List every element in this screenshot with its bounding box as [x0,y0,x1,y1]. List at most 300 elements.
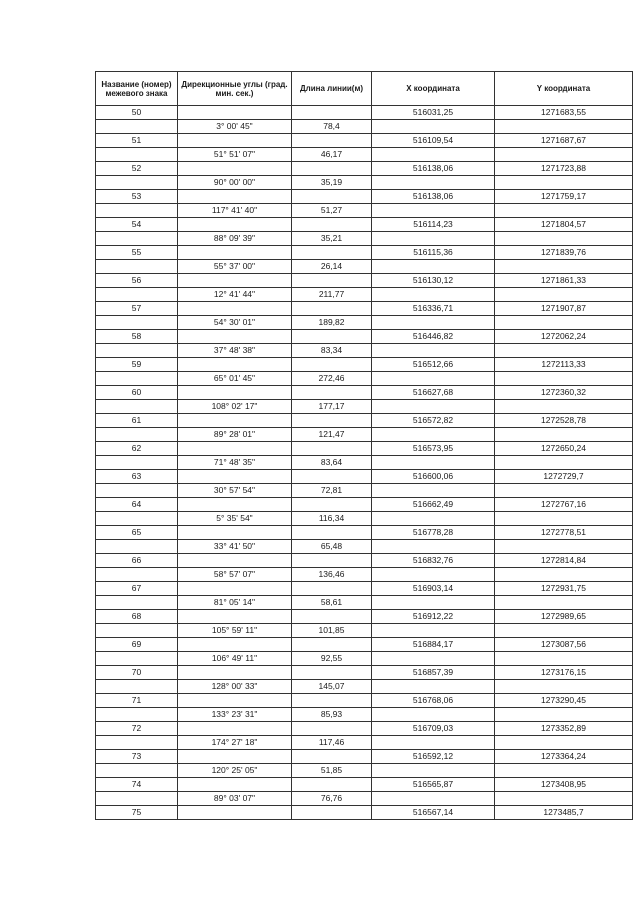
point-name: 75 [96,806,178,820]
empty-cell [292,246,372,260]
empty-cell [292,694,372,708]
point-row [96,162,633,176]
empty-cell [96,232,178,246]
empty-cell [292,302,372,316]
segment-row [96,344,633,358]
x-coordinate: 516573,95 [372,442,495,456]
line-length: 211,77 [292,288,372,302]
empty-cell [495,456,633,470]
empty-cell [178,218,292,232]
direction-angle: 88° 09' 39" [178,232,292,246]
y-coordinate: 1272528,78 [495,414,633,428]
point-name: 63 [96,470,178,484]
empty-cell [372,176,495,190]
line-length: 51,85 [292,764,372,778]
y-coordinate: 1272113,33 [495,358,633,372]
x-coordinate: 516109,54 [372,134,495,148]
empty-cell [178,778,292,792]
empty-cell [372,792,495,806]
empty-cell [292,806,372,820]
empty-cell [372,624,495,638]
segment-row [96,540,633,554]
header-point-name: Название (номер) межевого знака [96,72,178,106]
direction-angle: 58° 57' 07" [178,568,292,582]
point-name: 54 [96,218,178,232]
x-coordinate: 516572,82 [372,414,495,428]
x-coordinate: 516138,06 [372,190,495,204]
empty-cell [178,246,292,260]
line-length: 65,48 [292,540,372,554]
y-coordinate: 1272814,84 [495,554,633,568]
point-name: 61 [96,414,178,428]
empty-cell [178,666,292,680]
empty-cell [292,750,372,764]
direction-angle: 33° 41' 50" [178,540,292,554]
line-length: 83,64 [292,456,372,470]
direction-angle: 30° 57' 54" [178,484,292,498]
empty-cell [372,372,495,386]
empty-cell [178,806,292,820]
y-coordinate: 1271759,17 [495,190,633,204]
point-row [96,106,633,120]
y-coordinate: 1271861,33 [495,274,633,288]
point-name: 64 [96,498,178,512]
empty-cell [372,680,495,694]
line-length: 72,81 [292,484,372,498]
direction-angle: 174° 27' 18" [178,736,292,750]
empty-cell [292,330,372,344]
segment-row [96,484,633,498]
segment-row [96,400,633,414]
empty-cell [292,358,372,372]
direction-angle: 89° 28' 01" [178,428,292,442]
line-length: 46,17 [292,148,372,162]
empty-cell [178,554,292,568]
line-length: 101,85 [292,624,372,638]
direction-angle: 89° 03' 07" [178,792,292,806]
point-name: 74 [96,778,178,792]
header-row [96,72,633,106]
empty-cell [292,470,372,484]
point-name: 56 [96,274,178,288]
point-row [96,274,633,288]
empty-cell [495,512,633,526]
segment-row [96,148,633,162]
empty-cell [178,330,292,344]
empty-cell [96,568,178,582]
x-coordinate: 516114,23 [372,218,495,232]
x-coordinate: 516884,17 [372,638,495,652]
empty-cell [178,470,292,484]
point-name: 52 [96,162,178,176]
empty-cell [372,148,495,162]
point-name: 58 [96,330,178,344]
point-row [96,358,633,372]
line-length: 117,46 [292,736,372,750]
line-length: 78,4 [292,120,372,134]
point-name: 59 [96,358,178,372]
segment-row [96,204,633,218]
point-name: 70 [96,666,178,680]
y-coordinate: 1271907,87 [495,302,633,316]
y-coordinate: 1272767,16 [495,498,633,512]
empty-cell [372,764,495,778]
empty-cell [292,498,372,512]
empty-cell [495,428,633,442]
empty-cell [495,568,633,582]
empty-cell [495,316,633,330]
direction-angle: 12° 41' 44" [178,288,292,302]
y-coordinate: 1272650,24 [495,442,633,456]
x-coordinate: 516627,68 [372,386,495,400]
line-length: 145,07 [292,680,372,694]
empty-cell [372,456,495,470]
x-coordinate: 516709,03 [372,722,495,736]
segment-row [96,624,633,638]
point-name: 69 [96,638,178,652]
empty-cell [495,624,633,638]
empty-cell [178,750,292,764]
point-name: 66 [96,554,178,568]
direction-angle: 5° 35' 54" [178,512,292,526]
direction-angle: 71° 48' 35" [178,456,292,470]
empty-cell [495,540,633,554]
empty-cell [495,708,633,722]
segment-row [96,680,633,694]
empty-cell [292,134,372,148]
empty-cell [96,680,178,694]
empty-cell [372,708,495,722]
y-coordinate: 1271687,67 [495,134,633,148]
empty-cell [372,484,495,498]
point-name: 65 [96,526,178,540]
empty-cell [96,456,178,470]
y-coordinate: 1273408,95 [495,778,633,792]
empty-cell [495,596,633,610]
empty-cell [96,148,178,162]
direction-angle: 117° 41' 40" [178,204,292,218]
y-coordinate: 1272062,24 [495,330,633,344]
empty-cell [372,204,495,218]
direction-angle: 105° 59' 11" [178,624,292,638]
empty-cell [495,792,633,806]
x-coordinate: 516565,87 [372,778,495,792]
segment-row [96,176,633,190]
y-coordinate: 1272989,65 [495,610,633,624]
direction-angle: 37° 48' 38" [178,344,292,358]
empty-cell [372,120,495,134]
line-length: 35,21 [292,232,372,246]
point-row [96,414,633,428]
empty-cell [96,764,178,778]
point-row [96,582,633,596]
y-coordinate: 1271839,76 [495,246,633,260]
empty-cell [178,274,292,288]
empty-cell [495,204,633,218]
x-coordinate: 516857,39 [372,666,495,680]
segment-row [96,288,633,302]
y-coordinate: 1271683,55 [495,106,633,120]
segment-row [96,232,633,246]
empty-cell [495,232,633,246]
empty-cell [178,722,292,736]
direction-angle: 106° 49' 11" [178,652,292,666]
header-direction-angle: Дирекционные углы (град. мин. сек.) [178,72,292,106]
empty-cell [292,666,372,680]
direction-angle: 108° 02' 17" [178,400,292,414]
y-coordinate: 1273485,7 [495,806,633,820]
direction-angle: 90° 00' 00" [178,176,292,190]
empty-cell [178,162,292,176]
point-name: 68 [96,610,178,624]
x-coordinate: 516592,12 [372,750,495,764]
empty-cell [372,400,495,414]
line-length: 136,46 [292,568,372,582]
point-row [96,722,633,736]
direction-angle: 55° 37' 00" [178,260,292,274]
x-coordinate: 516138,06 [372,162,495,176]
point-row [96,190,633,204]
empty-cell [495,120,633,134]
empty-cell [178,106,292,120]
empty-cell [178,638,292,652]
empty-cell [495,372,633,386]
point-row [96,806,633,820]
x-coordinate: 516446,82 [372,330,495,344]
empty-cell [178,190,292,204]
header-y-coordinate: Y координата [495,72,633,106]
empty-cell [96,484,178,498]
line-length: 35,19 [292,176,372,190]
point-name: 71 [96,694,178,708]
empty-cell [96,344,178,358]
empty-cell [292,638,372,652]
x-coordinate: 516115,36 [372,246,495,260]
line-length: 58,61 [292,596,372,610]
table-body [96,106,633,820]
line-length: 189,82 [292,316,372,330]
y-coordinate: 1271804,57 [495,218,633,232]
header-x-coordinate: X координата [372,72,495,106]
y-coordinate: 1272778,51 [495,526,633,540]
empty-cell [495,484,633,498]
point-row [96,498,633,512]
empty-cell [178,134,292,148]
point-row [96,442,633,456]
segment-row [96,652,633,666]
empty-cell [96,624,178,638]
point-row [96,610,633,624]
direction-angle: 128° 00' 33" [178,680,292,694]
empty-cell [372,316,495,330]
point-row [96,218,633,232]
line-length: 76,76 [292,792,372,806]
point-row [96,750,633,764]
point-row [96,554,633,568]
x-coordinate: 516832,76 [372,554,495,568]
point-row [96,638,633,652]
x-coordinate: 516031,25 [372,106,495,120]
empty-cell [292,414,372,428]
point-name: 72 [96,722,178,736]
empty-cell [178,498,292,512]
empty-cell [372,596,495,610]
empty-cell [292,190,372,204]
empty-cell [292,610,372,624]
empty-cell [495,680,633,694]
direction-angle: 120° 25' 05" [178,764,292,778]
point-row [96,694,633,708]
point-name: 50 [96,106,178,120]
empty-cell [292,778,372,792]
empty-cell [96,400,178,414]
empty-cell [96,792,178,806]
header-line-length: Длина линии(м) [292,72,372,106]
y-coordinate: 1273352,89 [495,722,633,736]
empty-cell [292,106,372,120]
x-coordinate: 516778,28 [372,526,495,540]
line-length: 92,55 [292,652,372,666]
point-row [96,666,633,680]
direction-angle: 65° 01' 45" [178,372,292,386]
empty-cell [96,176,178,190]
point-name: 62 [96,442,178,456]
segment-row [96,428,633,442]
empty-cell [495,344,633,358]
segment-row [96,736,633,750]
segment-row [96,260,633,274]
empty-cell [292,722,372,736]
empty-cell [495,288,633,302]
line-length: 116,34 [292,512,372,526]
empty-cell [96,288,178,302]
empty-cell [96,708,178,722]
segment-row [96,456,633,470]
empty-cell [372,512,495,526]
empty-cell [96,596,178,610]
empty-cell [495,736,633,750]
line-length: 121,47 [292,428,372,442]
line-length: 272,46 [292,372,372,386]
point-name: 73 [96,750,178,764]
empty-cell [96,204,178,218]
direction-angle: 54° 30' 01" [178,316,292,330]
empty-cell [372,428,495,442]
empty-cell [178,694,292,708]
empty-cell [372,652,495,666]
segment-row [96,120,633,134]
empty-cell [292,442,372,456]
empty-cell [292,274,372,288]
empty-cell [292,582,372,596]
empty-cell [372,344,495,358]
empty-cell [495,652,633,666]
segment-row [96,512,633,526]
direction-angle: 51° 51' 07" [178,148,292,162]
empty-cell [96,120,178,134]
line-length: 85,93 [292,708,372,722]
y-coordinate: 1271723,88 [495,162,633,176]
empty-cell [178,414,292,428]
empty-cell [372,568,495,582]
point-name: 60 [96,386,178,400]
segment-row [96,316,633,330]
empty-cell [96,372,178,386]
point-row [96,134,633,148]
empty-cell [495,176,633,190]
point-name: 67 [96,582,178,596]
point-row [96,246,633,260]
empty-cell [495,148,633,162]
point-row [96,526,633,540]
point-name: 53 [96,190,178,204]
table-header [96,72,633,106]
point-row [96,470,633,484]
y-coordinate: 1273176,15 [495,666,633,680]
line-length: 26,14 [292,260,372,274]
x-coordinate: 516336,71 [372,302,495,316]
y-coordinate: 1273087,56 [495,638,633,652]
x-coordinate: 516662,49 [372,498,495,512]
direction-angle: 81° 05' 14" [178,596,292,610]
x-coordinate: 516768,06 [372,694,495,708]
empty-cell [292,554,372,568]
direction-angle: 3° 00' 45" [178,120,292,134]
x-coordinate: 516130,12 [372,274,495,288]
point-row [96,302,633,316]
empty-cell [96,512,178,526]
x-coordinate: 516912,22 [372,610,495,624]
empty-cell [96,540,178,554]
line-length: 177,17 [292,400,372,414]
x-coordinate: 516903,14 [372,582,495,596]
empty-cell [96,652,178,666]
empty-cell [292,218,372,232]
empty-cell [372,232,495,246]
y-coordinate: 1272729,7 [495,470,633,484]
empty-cell [178,358,292,372]
point-row [96,386,633,400]
segment-row [96,596,633,610]
empty-cell [372,260,495,274]
empty-cell [495,400,633,414]
empty-cell [495,764,633,778]
empty-cell [372,540,495,554]
segment-row [96,764,633,778]
x-coordinate: 516512,66 [372,358,495,372]
empty-cell [178,610,292,624]
empty-cell [178,386,292,400]
point-row [96,778,633,792]
empty-cell [178,582,292,596]
point-name: 57 [96,302,178,316]
y-coordinate: 1273290,45 [495,694,633,708]
empty-cell [96,260,178,274]
point-row [96,330,633,344]
point-name: 51 [96,134,178,148]
empty-cell [372,736,495,750]
y-coordinate: 1273364,24 [495,750,633,764]
empty-cell [292,162,372,176]
empty-cell [96,736,178,750]
segment-row [96,708,633,722]
point-name: 55 [96,246,178,260]
empty-cell [178,302,292,316]
segment-row [96,568,633,582]
empty-cell [96,428,178,442]
empty-cell [495,260,633,274]
line-length: 51,27 [292,204,372,218]
